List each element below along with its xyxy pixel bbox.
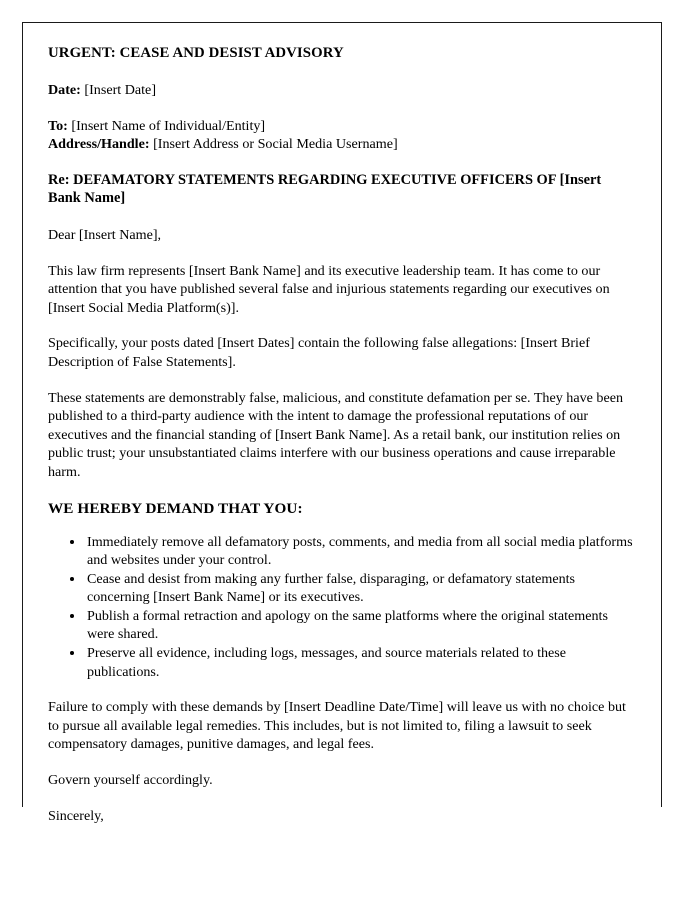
consequence-paragraph: Failure to comply with these demands by [Insert Deadline Date/Time] will leave us with no choice but to pursue all available legal remedies. This includes, but is not limited to, filing a lawsuit to seek compensatory damages, punitive damages, and legal fees. <box>48 699 626 753</box>
to-line <box>48 117 636 136</box>
signoff: Sincerely, <box>48 807 104 824</box>
date-value: [Insert Date] <box>84 82 157 98</box>
demand-list-item: • Immediately remove all defamatory posts, comments, and media from all social media platforms and websites under your control. <box>85 533 636 570</box>
date-line <box>48 81 636 100</box>
closing-statement: Govern yourself accordingly. <box>48 772 213 789</box>
demand-section-heading: WE HEREBY DEMAND THAT YOU: <box>48 499 303 517</box>
recipient-field-block <box>48 117 636 154</box>
subject-heading: Re: DEFAMATORY STATEMENTS REGARDING EXECUTIVE OFFICERS OF [Insert Bank Name] <box>48 171 602 207</box>
demand-list-item: • Cease and desist from making any further false, disparaging, or defamatory statements concerning [Insert Bank Name] or its executives. <box>85 570 636 607</box>
body-paragraph-3: These statements are demonstrably false, malicious, and constitute defamation per se. They have been published to a third-party audience with the intent to damage the professional reputations of our executives and the financial standing of [Insert Bank Name]. As a retail bank, our institution relies on public trust; your unsubstantiated claims interfere with our business operations and cause irreparable harm. <box>48 389 624 480</box>
address-handle-value: [Insert Address or Social Media Username] <box>153 136 398 153</box>
date-field-block <box>48 81 636 100</box>
document-title: URGENT: CEASE AND DESIST ADVISORY <box>48 45 344 61</box>
date-label: Date: <box>48 82 81 98</box>
document-body <box>48 44 636 825</box>
body-paragraph-1: This law firm represents [Insert Bank Name] and its executive leadership team. It has come to our attention that you have published several false and injurious statements regarding our executives on [Insert Social Media Platform(s)]. <box>48 262 610 316</box>
address-handle-label: Address/Handle: <box>48 136 150 153</box>
address-handle-line <box>48 135 636 154</box>
body-paragraph-2: Specifically, your posts dated [Insert Dates] contain the following false allegations: [Insert Brief Description of False Statements]. <box>48 335 590 370</box>
demand-list-item: • Preserve all evidence, including logs, messages, and source materials related to these publications. <box>85 644 636 681</box>
to-value: [Insert Name of Individual/Entity] <box>71 117 266 134</box>
to-label: To: <box>48 117 68 134</box>
demand-list-item: • Publish a formal retraction and apology on the same platforms where the original statements were shared. <box>85 607 636 644</box>
salutation: Dear [Insert Name], <box>48 226 162 243</box>
demand-list <box>48 533 636 682</box>
